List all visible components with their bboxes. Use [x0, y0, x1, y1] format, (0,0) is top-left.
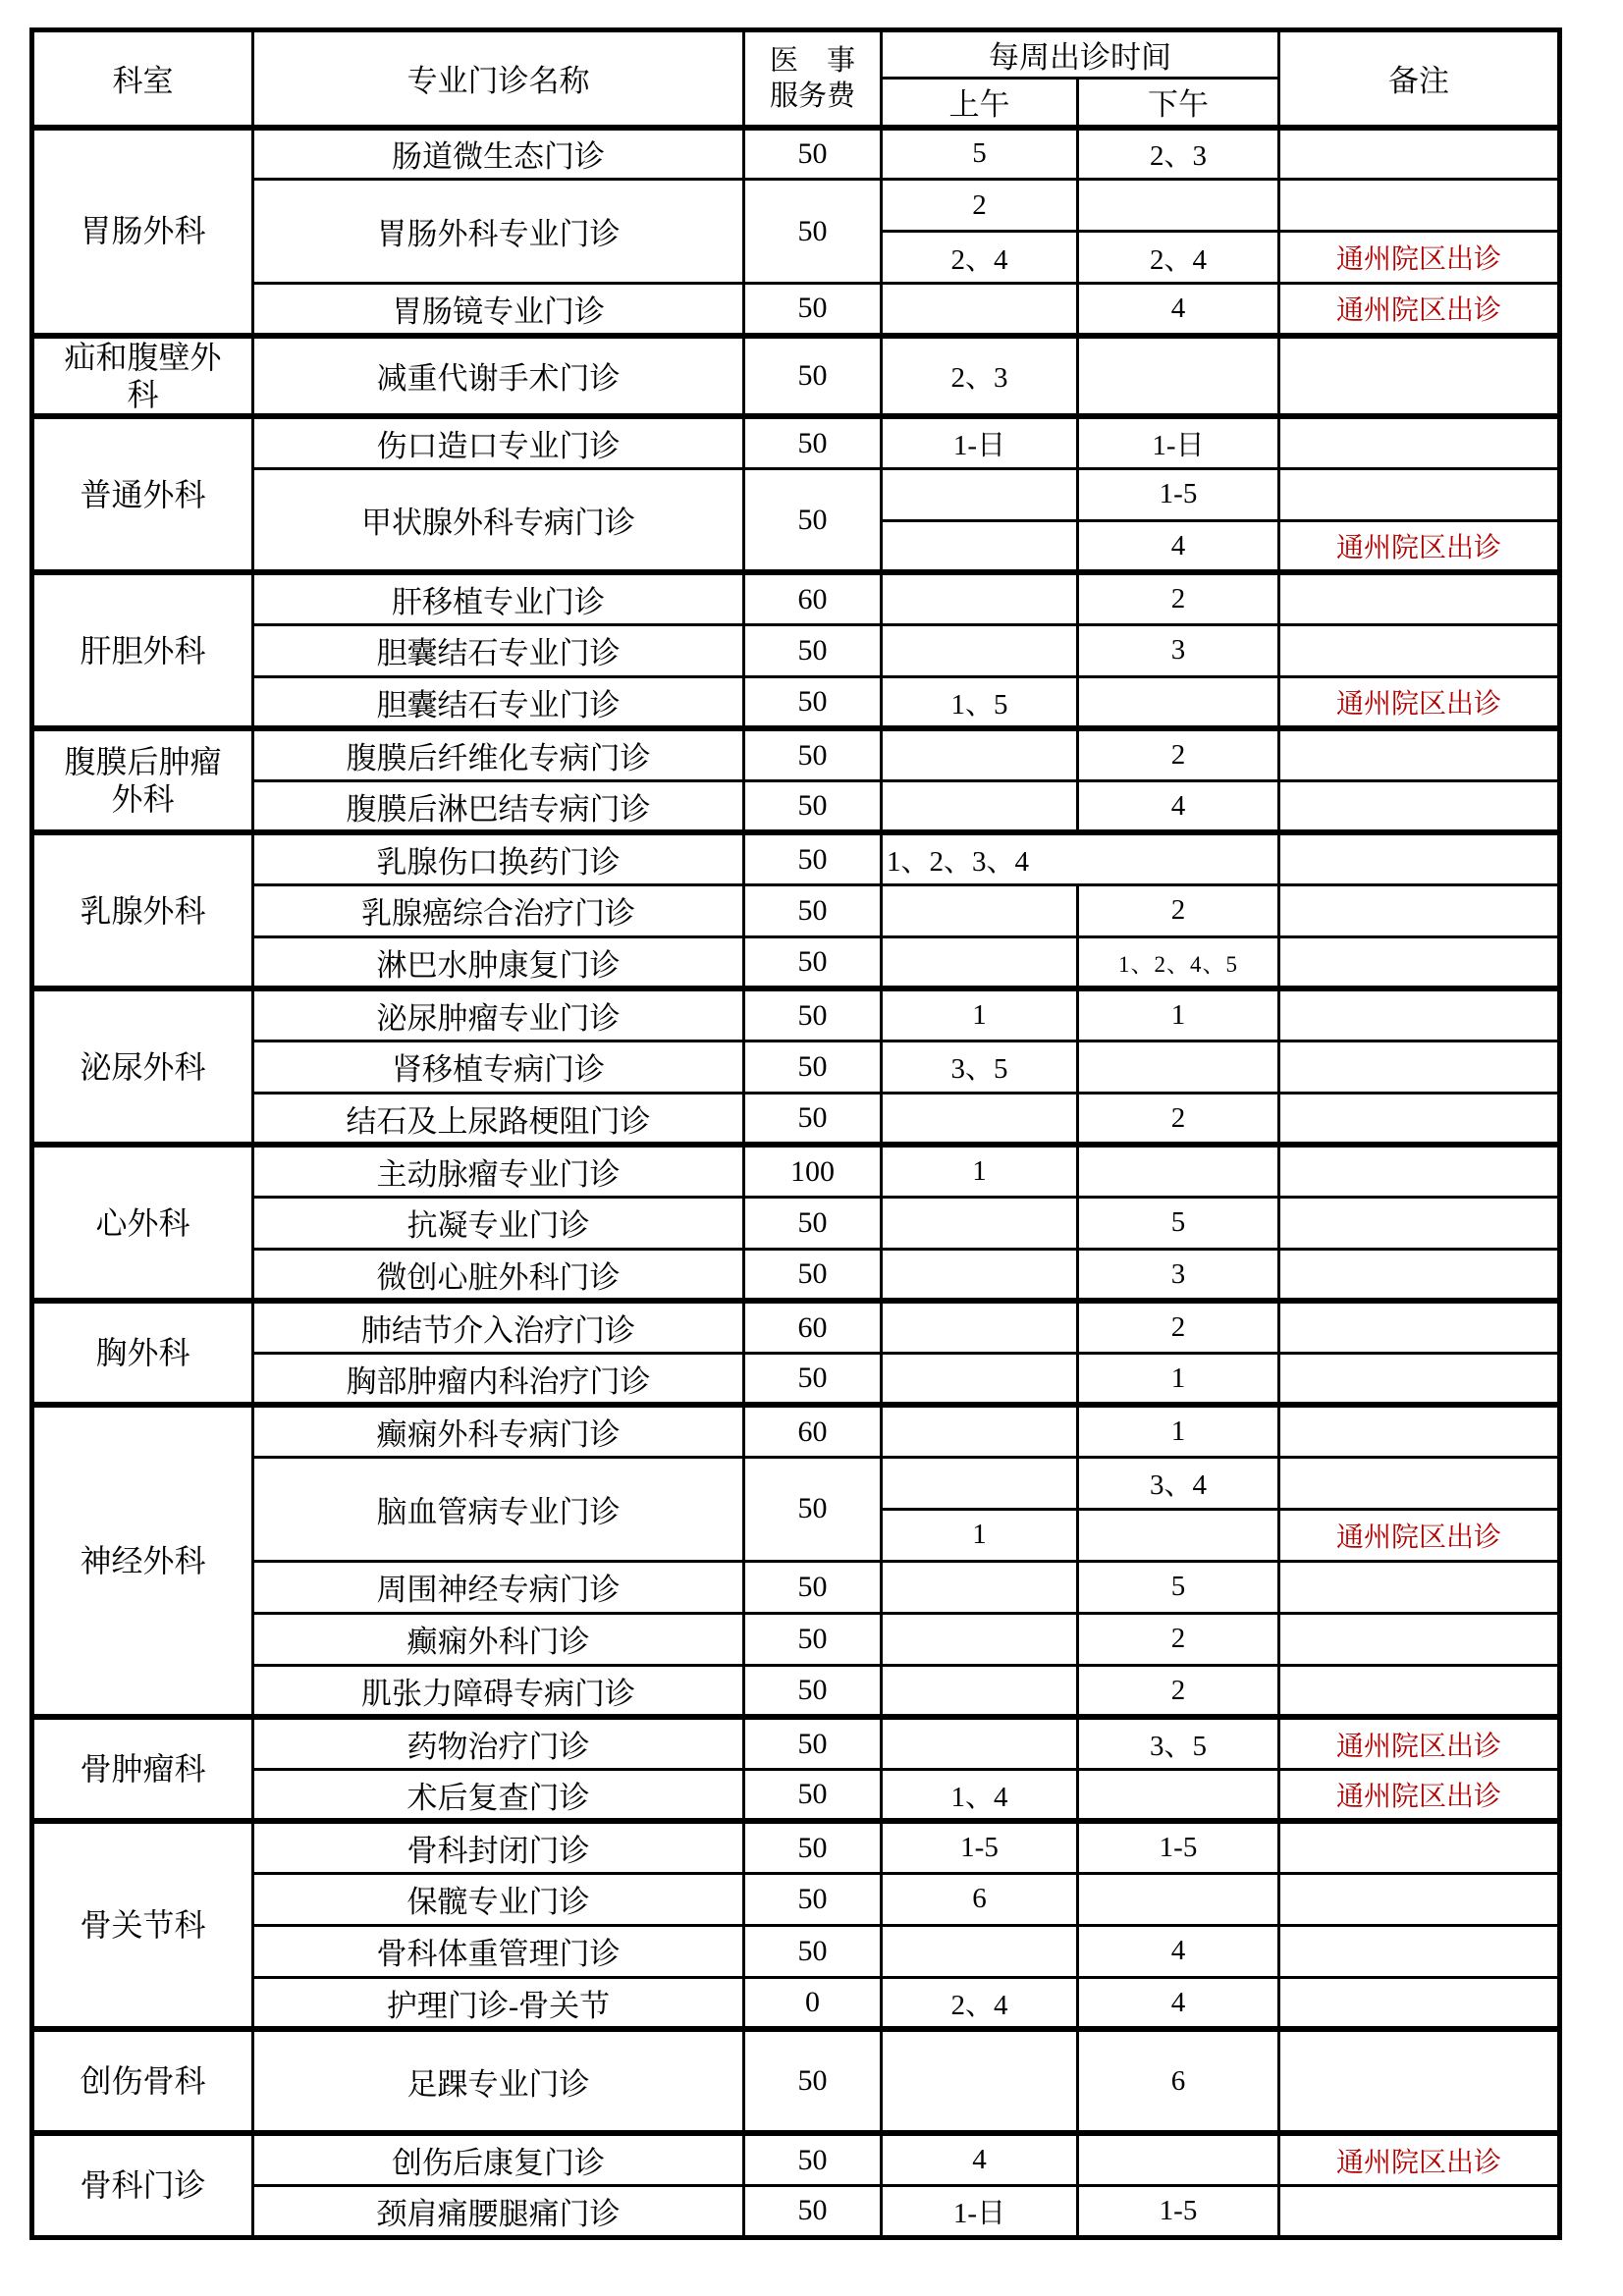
col-header-fee-line2: 服务费	[769, 80, 855, 112]
fee-cell: 50	[744, 180, 882, 284]
clinic-name-cell: 腹膜后纤维化专病门诊	[253, 728, 744, 780]
note-cell: 通州院区出诊	[1279, 1769, 1560, 1821]
fee-cell: 50	[744, 416, 882, 468]
note-cell	[1279, 1457, 1560, 1509]
am-slot-cell	[882, 1457, 1078, 1509]
clinic-name-cell: 保髋专业门诊	[253, 1873, 744, 1925]
clinic-name-cell: 胃肠镜专业门诊	[253, 284, 744, 336]
pm-slot-cell: 2、4	[1078, 232, 1279, 284]
clinic-name-cell: 减重代谢手术门诊	[253, 336, 744, 417]
clinic-name-cell: 周围神经专病门诊	[253, 1561, 744, 1613]
fee-cell: 50	[744, 728, 882, 780]
am-slot-cell	[882, 1197, 1078, 1249]
am-slot-cell	[882, 624, 1078, 676]
am-slot-cell	[882, 284, 1078, 336]
fee-cell: 50	[744, 1925, 882, 1977]
clinic-name-cell: 骨科体重管理门诊	[253, 1925, 744, 1977]
note-cell	[1279, 1665, 1560, 1717]
pm-slot-cell: 4	[1078, 1977, 1279, 2029]
pm-slot-cell: 4	[1078, 520, 1279, 572]
note-cell	[1279, 336, 1560, 417]
schedule-row	[32, 284, 1560, 336]
note-cell: 通州院区出诊	[1279, 2133, 1560, 2185]
note-cell	[1279, 780, 1560, 832]
note-cell	[1279, 1405, 1560, 1457]
schedule-row	[32, 2029, 1560, 2133]
note-cell	[1279, 180, 1560, 232]
am-slot-cell	[882, 1249, 1078, 1301]
note-cell	[1279, 1977, 1560, 2029]
col-header-fee-line1: 医 事	[769, 44, 855, 77]
pm-slot-cell: 2	[1078, 1613, 1279, 1665]
am-slot-cell	[882, 520, 1078, 572]
schedule-row	[32, 884, 1560, 936]
clinic-name-cell: 肌张力障碍专病门诊	[253, 1665, 744, 1717]
fee-cell: 50	[744, 1561, 882, 1613]
fee-cell: 50	[744, 676, 882, 728]
pm-slot-cell: 2	[1078, 1665, 1279, 1717]
department-cell: 胃肠外科	[32, 128, 253, 336]
am-slot-cell: 2、4	[882, 232, 1078, 284]
am-slot-cell	[882, 728, 1078, 780]
fee-cell: 60	[744, 1301, 882, 1353]
am-slot-cell	[882, 1301, 1078, 1353]
clinic-name-cell: 癫痫外科门诊	[253, 1613, 744, 1665]
pm-slot-cell: 3	[1078, 1249, 1279, 1301]
note-cell: 通州院区出诊	[1279, 1509, 1560, 1561]
pm-slot-cell: 4	[1078, 284, 1279, 336]
pm-slot-cell: 6	[1078, 2029, 1279, 2133]
clinic-name-cell: 抗凝专业门诊	[253, 1197, 744, 1249]
note-cell	[1279, 1249, 1560, 1301]
fee-cell: 60	[744, 572, 882, 624]
clinic-name-cell: 胃肠外科专业门诊	[253, 180, 744, 284]
clinic-name-cell: 腹膜后淋巴结专病门诊	[253, 780, 744, 832]
note-cell	[1279, 1301, 1560, 1353]
pm-slot-cell	[1078, 1873, 1279, 1925]
department-cell: 神经外科	[32, 1405, 253, 1717]
am-pm-merged-cell: 1、2、3、4	[882, 832, 1279, 884]
pm-slot-cell	[1078, 180, 1279, 232]
pm-slot-cell: 1-5	[1078, 468, 1279, 520]
pm-slot-cell	[1078, 1145, 1279, 1197]
am-slot-cell	[882, 2029, 1078, 2133]
fee-cell: 50	[744, 2029, 882, 2133]
clinic-name-cell: 肠道微生态门诊	[253, 128, 744, 180]
am-slot-cell: 1-日	[882, 2185, 1078, 2237]
schedule-table-body	[32, 128, 1560, 2238]
clinic-name-cell: 微创心脏外科门诊	[253, 1249, 744, 1301]
clinic-name-cell: 泌尿肿瘤专业门诊	[253, 988, 744, 1041]
am-slot-cell	[882, 1613, 1078, 1665]
am-slot-cell	[882, 572, 1078, 624]
schedule-row	[32, 416, 1560, 468]
pm-slot-cell: 1-5	[1078, 1821, 1279, 1873]
note-cell: 通州院区出诊	[1279, 232, 1560, 284]
col-header-am: 上午	[882, 79, 1078, 128]
note-cell: 通州院区出诊	[1279, 1717, 1560, 1769]
schedule-row	[32, 728, 1560, 780]
schedule-row	[32, 468, 1560, 520]
clinic-name-cell: 足踝专业门诊	[253, 2029, 744, 2133]
pm-slot-cell: 2、3	[1078, 128, 1279, 180]
clinic-name-cell: 术后复查门诊	[253, 1769, 744, 1821]
schedule-row	[32, 624, 1560, 676]
schedule-row	[32, 2133, 1560, 2185]
schedule-row	[32, 1353, 1560, 1405]
note-cell	[1279, 1925, 1560, 1977]
clinic-name-cell: 癫痫外科专病门诊	[253, 1405, 744, 1457]
department-cell: 创伤骨科	[32, 2029, 253, 2133]
am-slot-cell	[882, 884, 1078, 936]
fee-cell: 50	[744, 468, 882, 572]
note-cell	[1279, 1197, 1560, 1249]
fee-cell: 50	[744, 2133, 882, 2185]
pm-slot-cell	[1078, 1041, 1279, 1093]
am-slot-cell	[882, 936, 1078, 988]
schedule-row	[32, 128, 1560, 180]
note-cell	[1279, 2029, 1560, 2133]
department-cell: 疝和腹壁外科	[32, 336, 253, 417]
pm-slot-cell: 2	[1078, 728, 1279, 780]
schedule-row	[32, 1925, 1560, 1977]
clinic-name-cell: 脑血管病专业门诊	[253, 1457, 744, 1561]
am-slot-cell: 1	[882, 1145, 1078, 1197]
schedule-row	[32, 1197, 1560, 1249]
am-slot-cell: 2、3	[882, 336, 1078, 417]
fee-cell: 50	[744, 1613, 882, 1665]
fee-cell: 60	[744, 1405, 882, 1457]
fee-cell: 50	[744, 2185, 882, 2237]
pm-slot-cell: 1	[1078, 1405, 1279, 1457]
schedule-row	[32, 2185, 1560, 2237]
note-cell	[1279, 1821, 1560, 1873]
am-slot-cell: 6	[882, 1873, 1078, 1925]
pm-slot-cell: 5	[1078, 1197, 1279, 1249]
fee-cell: 50	[744, 1821, 882, 1873]
department-cell: 泌尿外科	[32, 988, 253, 1145]
clinic-name-cell: 颈肩痛腰腿痛门诊	[253, 2185, 744, 2237]
schedule-row	[32, 1457, 1560, 1509]
fee-cell: 50	[744, 1353, 882, 1405]
pm-slot-cell: 1-日	[1078, 416, 1279, 468]
department-cell: 肝胆外科	[32, 572, 253, 728]
pm-slot-cell: 1-5	[1078, 2185, 1279, 2237]
fee-cell: 50	[744, 1197, 882, 1249]
fee-cell: 50	[744, 1093, 882, 1145]
department-cell: 腹膜后肿瘤外科	[32, 728, 253, 832]
pm-slot-cell: 1	[1078, 988, 1279, 1041]
note-cell	[1279, 936, 1560, 988]
fee-cell: 50	[744, 1249, 882, 1301]
am-slot-cell	[882, 780, 1078, 832]
am-slot-cell: 1、5	[882, 676, 1078, 728]
note-cell	[1279, 1093, 1560, 1145]
schedule-row	[32, 1873, 1560, 1925]
note-cell	[1279, 1353, 1560, 1405]
am-slot-cell	[882, 1665, 1078, 1717]
clinic-name-cell: 乳腺癌综合治疗门诊	[253, 884, 744, 936]
schedule-row	[32, 1405, 1560, 1457]
fee-cell: 50	[744, 1665, 882, 1717]
fee-cell: 0	[744, 1977, 882, 2029]
am-slot-cell: 1-5	[882, 1821, 1078, 1873]
schedule-row	[32, 1665, 1560, 1717]
note-cell	[1279, 1561, 1560, 1613]
note-cell	[1279, 832, 1560, 884]
pm-slot-cell	[1078, 2133, 1279, 2185]
pm-slot-cell: 3、5	[1078, 1717, 1279, 1769]
clinic-schedule-table	[29, 27, 1562, 2240]
note-cell	[1279, 2185, 1560, 2237]
am-slot-cell	[882, 1093, 1078, 1145]
clinic-name-cell: 乳腺伤口换药门诊	[253, 832, 744, 884]
am-slot-cell: 5	[882, 128, 1078, 180]
pm-slot-cell: 1	[1078, 1353, 1279, 1405]
clinic-name-cell: 肝移植专业门诊	[253, 572, 744, 624]
note-cell: 通州院区出诊	[1279, 520, 1560, 572]
am-slot-cell: 4	[882, 2133, 1078, 2185]
am-slot-cell: 1	[882, 1509, 1078, 1561]
clinic-name-cell: 药物治疗门诊	[253, 1717, 744, 1769]
schedule-row	[32, 676, 1560, 728]
col-header-clinic-name: 专业门诊名称	[253, 30, 744, 128]
clinic-name-cell: 胆囊结石专业门诊	[253, 624, 744, 676]
clinic-name-cell: 胸部肿瘤内科治疗门诊	[253, 1353, 744, 1405]
clinic-name-cell: 骨科封闭门诊	[253, 1821, 744, 1873]
am-slot-cell	[882, 468, 1078, 520]
col-header-weekly-time: 每周出诊时间	[882, 30, 1279, 79]
am-slot-cell: 1、4	[882, 1769, 1078, 1821]
fee-cell: 50	[744, 936, 882, 988]
fee-cell: 50	[744, 1769, 882, 1821]
schedule-row	[32, 336, 1560, 417]
schedule-row	[32, 1769, 1560, 1821]
clinic-name-cell: 创伤后康复门诊	[253, 2133, 744, 2185]
fee-cell: 100	[744, 1145, 882, 1197]
schedule-row	[32, 988, 1560, 1041]
pm-slot-cell: 4	[1078, 780, 1279, 832]
clinic-name-cell: 伤口造口专业门诊	[253, 416, 744, 468]
am-slot-cell: 3、5	[882, 1041, 1078, 1093]
department-cell: 骨关节科	[32, 1821, 253, 2029]
am-slot-cell: 2、4	[882, 1977, 1078, 2029]
note-cell: 通州院区出诊	[1279, 284, 1560, 336]
note-cell	[1279, 468, 1560, 520]
pm-slot-cell: 5	[1078, 1561, 1279, 1613]
am-slot-cell	[882, 1717, 1078, 1769]
pm-slot-cell: 3	[1078, 624, 1279, 676]
clinic-name-cell: 肾移植专病门诊	[253, 1041, 744, 1093]
schedule-row	[32, 180, 1560, 232]
schedule-row	[32, 1561, 1560, 1613]
fee-cell: 50	[744, 884, 882, 936]
schedule-row	[32, 1041, 1560, 1093]
pm-slot-cell: 1、2、4、5	[1078, 936, 1279, 988]
department-cell: 心外科	[32, 1145, 253, 1301]
clinic-name-cell: 甲状腺外科专病门诊	[253, 468, 744, 572]
clinic-name-cell: 主动脉瘤专业门诊	[253, 1145, 744, 1197]
note-cell	[1279, 128, 1560, 180]
schedule-row	[32, 936, 1560, 988]
note-cell: 通州院区出诊	[1279, 676, 1560, 728]
note-cell	[1279, 572, 1560, 624]
am-slot-cell: 1-日	[882, 416, 1078, 468]
fee-cell: 50	[744, 988, 882, 1041]
schedule-row	[32, 1301, 1560, 1353]
col-header-fee	[744, 30, 882, 128]
schedule-row	[32, 832, 1560, 884]
pm-slot-cell: 2	[1078, 1093, 1279, 1145]
am-slot-cell: 1	[882, 988, 1078, 1041]
am-slot-cell	[882, 1925, 1078, 1977]
note-cell	[1279, 1873, 1560, 1925]
am-slot-cell	[882, 1561, 1078, 1613]
schedule-row	[32, 1093, 1560, 1145]
pm-slot-cell	[1078, 336, 1279, 417]
schedule-row	[32, 1249, 1560, 1301]
schedule-row	[32, 572, 1560, 624]
col-header-note: 备注	[1279, 30, 1560, 128]
fee-cell: 50	[744, 128, 882, 180]
schedule-row	[32, 1613, 1560, 1665]
schedule-row	[32, 1717, 1560, 1769]
pm-slot-cell: 3、4	[1078, 1457, 1279, 1509]
department-cell: 普通外科	[32, 416, 253, 572]
schedule-row	[32, 1145, 1560, 1197]
note-cell	[1279, 988, 1560, 1041]
fee-cell: 50	[744, 1873, 882, 1925]
note-cell	[1279, 416, 1560, 468]
department-cell: 骨肿瘤科	[32, 1717, 253, 1821]
note-cell	[1279, 1145, 1560, 1197]
note-cell	[1279, 1041, 1560, 1093]
clinic-name-cell: 胆囊结石专业门诊	[253, 676, 744, 728]
department-cell: 乳腺外科	[32, 832, 253, 988]
schedule-row	[32, 780, 1560, 832]
am-slot-cell: 2	[882, 180, 1078, 232]
fee-cell: 50	[744, 1457, 882, 1561]
schedule-row	[32, 1821, 1560, 1873]
fee-cell: 50	[744, 1041, 882, 1093]
fee-cell: 50	[744, 1717, 882, 1769]
pm-slot-cell: 2	[1078, 1301, 1279, 1353]
fee-cell: 50	[744, 284, 882, 336]
col-header-pm: 下午	[1078, 79, 1279, 128]
am-slot-cell	[882, 1405, 1078, 1457]
clinic-name-cell: 淋巴水肿康复门诊	[253, 936, 744, 988]
note-cell	[1279, 1613, 1560, 1665]
fee-cell: 50	[744, 780, 882, 832]
col-header-department: 科室	[32, 30, 253, 128]
pm-slot-cell	[1078, 676, 1279, 728]
pm-slot-cell: 4	[1078, 1925, 1279, 1977]
pm-slot-cell: 2	[1078, 884, 1279, 936]
clinic-name-cell: 护理门诊-骨关节	[253, 1977, 744, 2029]
note-cell	[1279, 884, 1560, 936]
department-cell: 骨科门诊	[32, 2133, 253, 2237]
department-cell: 胸外科	[32, 1301, 253, 1405]
pm-slot-cell: 2	[1078, 572, 1279, 624]
am-slot-cell	[882, 1353, 1078, 1405]
fee-cell: 50	[744, 624, 882, 676]
note-cell	[1279, 728, 1560, 780]
note-cell	[1279, 624, 1560, 676]
pm-slot-cell	[1078, 1769, 1279, 1821]
fee-cell: 50	[744, 336, 882, 417]
clinic-name-cell: 结石及上尿路梗阻门诊	[253, 1093, 744, 1145]
pm-slot-cell	[1078, 1509, 1279, 1561]
fee-cell: 50	[744, 832, 882, 884]
schedule-row	[32, 1977, 1560, 2029]
clinic-name-cell: 肺结节介入治疗门诊	[253, 1301, 744, 1353]
